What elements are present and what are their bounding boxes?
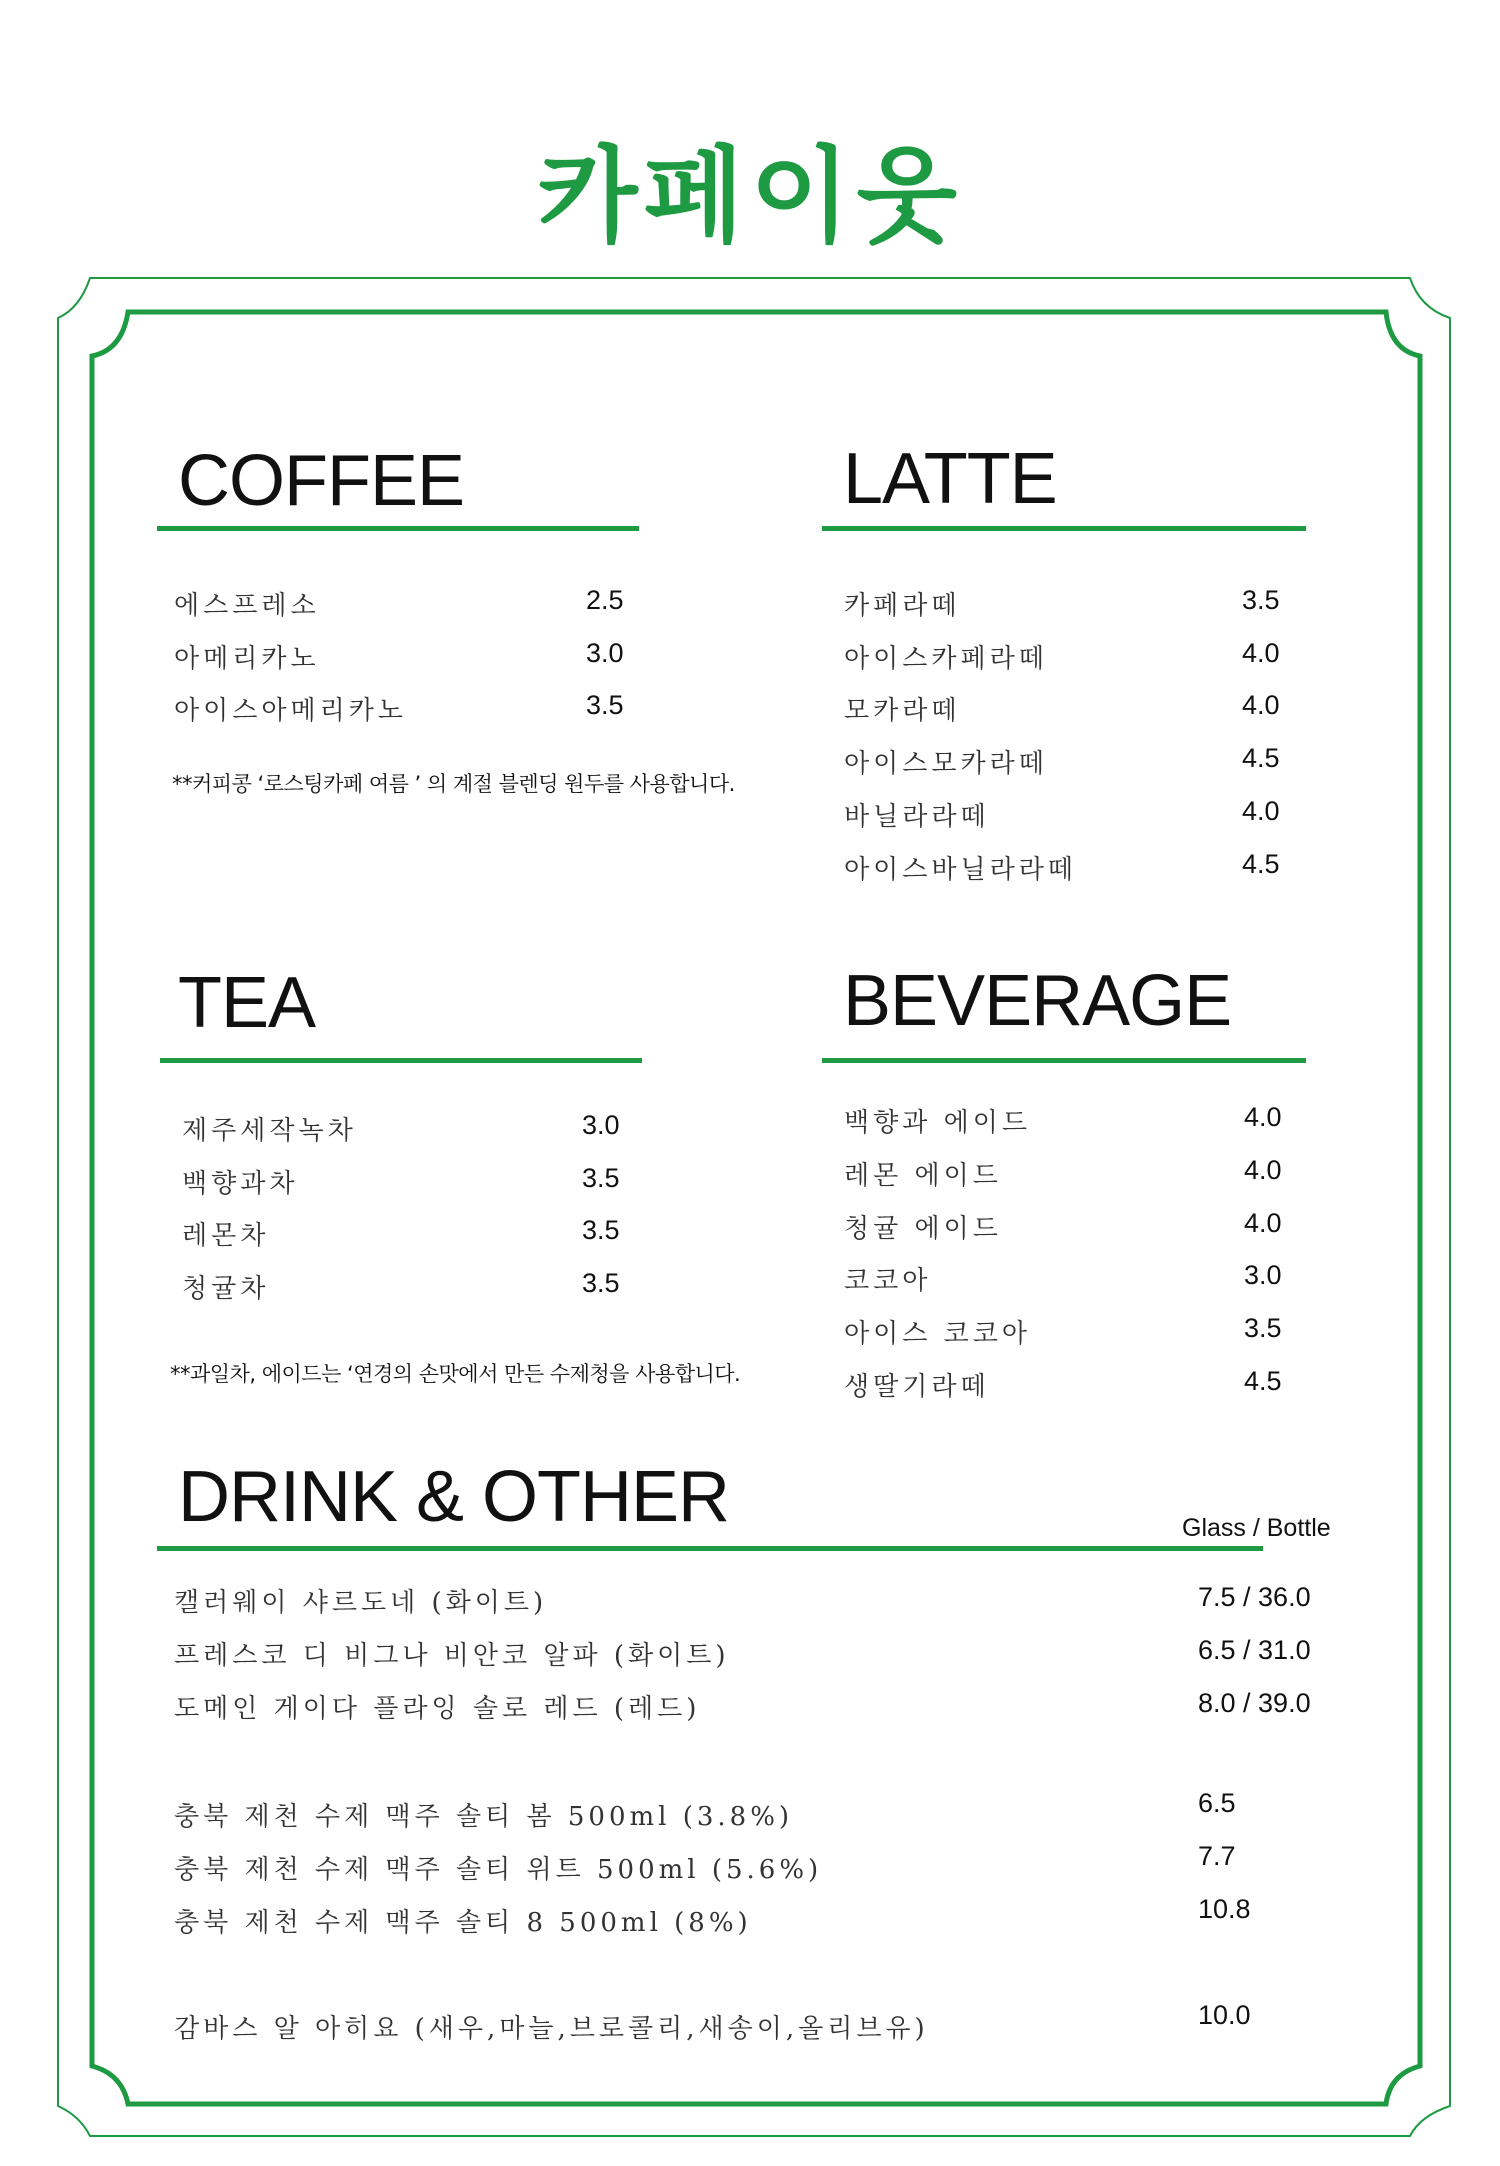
item-name: 아이스모카라떼 — [844, 749, 1048, 779]
item-price: 3.5 — [1244, 1313, 1282, 1343]
beverage-title: BEVERAGE — [843, 961, 1232, 1041]
item-name: 충북 제천 수제 맥주 솔티 8 500ml (8%) — [174, 1908, 752, 1938]
list-item — [844, 638, 1284, 678]
drink-other-rule — [157, 1546, 1263, 1551]
item-price: 4.5 — [1244, 1366, 1282, 1396]
list-item — [174, 1841, 1324, 1889]
item-name: 프레스코 디 비그나 비안코 알파 (화이트) — [174, 1641, 730, 1671]
list-item — [174, 1582, 1324, 1622]
coffee-rule — [157, 526, 639, 531]
list-item — [174, 585, 634, 625]
item-name: 에스프레소 — [174, 591, 320, 621]
item-price: 4.5 — [1242, 849, 1280, 879]
item-name: 레몬 에이드 — [844, 1161, 1002, 1191]
list-item — [844, 796, 1284, 836]
item-price: 4.0 — [1242, 638, 1280, 668]
list-item — [182, 1163, 642, 1203]
item-name: 아메리카노 — [174, 644, 320, 674]
item-price: 10.8 — [1198, 1894, 1251, 1924]
list-item — [844, 1102, 1284, 1142]
item-name: 백향과 에이드 — [844, 1108, 1031, 1138]
item-price: 3.0 — [586, 638, 624, 668]
item-price: 4.0 — [1242, 796, 1280, 826]
item-name: 아이스바닐라라떼 — [844, 855, 1077, 885]
item-name: 카페라떼 — [844, 591, 961, 621]
list-item — [844, 690, 1284, 730]
latte-title: LATTE — [843, 439, 1057, 519]
item-name: 충북 제천 수제 맥주 솔티 위트 500ml (5.6%) — [174, 1855, 823, 1885]
item-name: 캘러웨이 샤르도네 (화이트) — [174, 1588, 548, 1618]
glass-bottle-header: Glass / Bottle — [1182, 1514, 1331, 1542]
item-price: 7.5 / 36.0 — [1198, 1582, 1311, 1612]
cafe-logo: 카페이웃 — [537, 135, 963, 257]
coffee-title: COFFEE — [178, 441, 465, 521]
item-price: 7.7 — [1198, 1841, 1236, 1871]
item-price: 3.5 — [582, 1215, 620, 1245]
item-name: 제주세작녹차 — [182, 1116, 357, 1146]
drink-other-title: DRINK & OTHER — [178, 1457, 730, 1537]
item-price: 3.5 — [582, 1163, 620, 1193]
tea-rule — [160, 1058, 642, 1063]
list-item — [174, 690, 634, 730]
item-name: 충북 제천 수제 맥주 솔티 봄 500ml (3.8%) — [174, 1802, 794, 1832]
item-price: 4.0 — [1242, 690, 1280, 720]
item-name: 아이스카페라떼 — [844, 644, 1048, 674]
item-price: 3.5 — [1242, 585, 1280, 615]
item-name: 도메인 게이다 플라잉 솔로 레드 (레드) — [174, 1694, 701, 1724]
item-price: 4.0 — [1244, 1102, 1282, 1132]
list-item — [174, 1635, 1324, 1675]
item-name: 레몬차 — [182, 1221, 270, 1251]
latte-rule — [822, 526, 1306, 531]
item-price: 4.0 — [1244, 1155, 1282, 1185]
list-item — [844, 1208, 1284, 1248]
item-price: 3.5 — [586, 690, 624, 720]
list-item — [182, 1268, 642, 1308]
item-price: 6.5 — [1198, 1788, 1236, 1818]
item-price: 3.5 — [582, 1268, 620, 1298]
item-price: 4.5 — [1242, 743, 1280, 773]
item-price: 10.0 — [1198, 2000, 1251, 2030]
item-price: 6.5 / 31.0 — [1198, 1635, 1311, 1665]
tea-note: **과일차, 에이드는 ‘연경의 손맛에서 만든 수제청을 사용합니다. — [170, 1362, 741, 1386]
item-price: 3.0 — [1244, 1260, 1282, 1290]
item-price: 4.0 — [1244, 1208, 1282, 1238]
item-price: 2.5 — [586, 585, 624, 615]
item-name: 코코아 — [844, 1266, 932, 1296]
list-item — [174, 638, 634, 678]
item-price: 3.0 — [582, 1110, 620, 1140]
item-name: 아이스아메리카노 — [174, 696, 407, 726]
list-item — [844, 1313, 1284, 1353]
tea-title: TEA — [178, 963, 316, 1043]
item-name: 감바스 알 아히요 (새우,마늘,브로콜리,새송이,올리브유) — [174, 2014, 929, 2044]
list-item — [844, 585, 1284, 625]
list-item — [844, 849, 1284, 889]
list-item — [844, 1366, 1284, 1406]
item-name: 모카라떼 — [844, 696, 961, 726]
coffee-note: **커피콩 ‘로스팅카페 여름 ’ 의 계절 블렌딩 원두를 사용합니다. — [172, 772, 735, 796]
list-item — [182, 1110, 642, 1150]
item-name: 백향과차 — [182, 1169, 299, 1199]
beverage-rule — [822, 1058, 1306, 1063]
item-price: 8.0 / 39.0 — [1198, 1688, 1311, 1718]
item-name: 아이스 코코아 — [844, 1319, 1031, 1349]
list-item — [174, 2000, 1324, 2048]
item-name: 청귤 에이드 — [844, 1214, 1002, 1244]
item-name: 바닐라라떼 — [844, 802, 990, 832]
list-item — [174, 1788, 1324, 1836]
item-name: 생딸기라떼 — [844, 1372, 990, 1402]
list-item — [844, 743, 1284, 783]
list-item — [844, 1260, 1284, 1300]
list-item — [174, 1894, 1324, 1942]
item-name: 청귤차 — [182, 1274, 270, 1304]
list-item — [182, 1215, 642, 1255]
list-item — [174, 1688, 1324, 1728]
list-item — [844, 1155, 1284, 1195]
